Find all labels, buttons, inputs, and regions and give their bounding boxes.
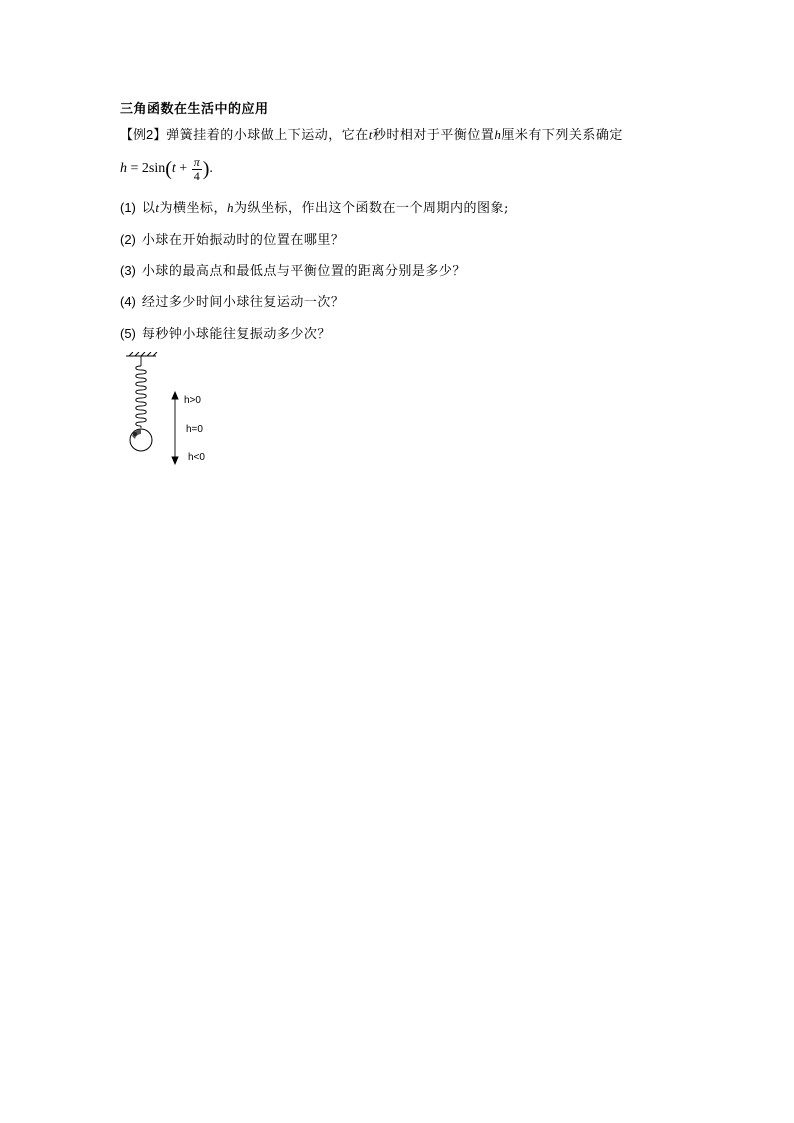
fraction-denominator: 4 bbox=[193, 168, 200, 183]
spring-ball-diagram bbox=[124, 352, 224, 467]
variable-h: h bbox=[494, 127, 502, 142]
question-4 bbox=[120, 291, 344, 310]
question-text-pre: 以 bbox=[141, 201, 156, 216]
question-2 bbox=[120, 229, 344, 248]
formula-period: . bbox=[209, 161, 213, 176]
example-text-part-3: 厘米有下列关系确定 bbox=[501, 128, 623, 143]
variable-t: t bbox=[368, 127, 373, 142]
fraction-numerator: π bbox=[193, 154, 200, 169]
section-heading: 三角函数在生活中的应用 bbox=[120, 102, 269, 117]
example-tag-close: 】 bbox=[153, 128, 167, 143]
spring-ball-figure bbox=[124, 352, 224, 467]
question-1 bbox=[120, 197, 509, 216]
example-statement bbox=[120, 124, 623, 143]
question-number: (2) bbox=[120, 232, 136, 247]
question-number: (3) bbox=[120, 263, 136, 278]
example-tag bbox=[120, 128, 166, 143]
formula-eq: = 2sin bbox=[127, 161, 166, 176]
question-number: (1) bbox=[120, 200, 136, 215]
question-3 bbox=[120, 260, 466, 279]
ball bbox=[130, 429, 152, 451]
question-number: (4) bbox=[120, 294, 136, 309]
formula-close-paren: ) bbox=[202, 158, 210, 180]
example-text-part-1: 弹簧挂着的小球做上下运动，它在 bbox=[166, 128, 369, 143]
ceiling-hatch bbox=[126, 352, 157, 356]
vertical-double-arrow bbox=[172, 392, 178, 464]
formula-lhs: h bbox=[120, 161, 127, 176]
formula-t: t bbox=[171, 161, 176, 176]
label-h-positive: h>0 bbox=[184, 395, 201, 406]
example-tag-open: 【例 bbox=[120, 128, 147, 143]
label-h-zero: h=0 bbox=[186, 424, 203, 435]
question-number: (5) bbox=[120, 326, 136, 341]
formula bbox=[120, 152, 213, 186]
spring-coil bbox=[136, 356, 147, 428]
example-text-part-2: 秒时相对于平衡位置 bbox=[372, 128, 495, 143]
example-tag-number: 2 bbox=[146, 127, 154, 142]
question-text: 小球在开始振动时的位置在哪里？ bbox=[141, 233, 345, 248]
question-text-post: 为纵坐标，作出这个函数在一个周期内的图象; bbox=[234, 201, 509, 216]
question-5 bbox=[120, 323, 331, 342]
label-h-negative: h<0 bbox=[188, 452, 205, 463]
formula-plus: + bbox=[175, 161, 191, 176]
question-text: 小球的最高点和最低点与平衡位置的距离分别是多少？ bbox=[141, 264, 466, 279]
formula-open-paren: ( bbox=[165, 158, 172, 180]
formula-fraction bbox=[192, 156, 202, 183]
question-text: 每秒钟小球能往复振动多少次？ bbox=[141, 327, 331, 342]
variable-h: h bbox=[227, 200, 235, 215]
question-text: 经过多少时间小球往复运动一次？ bbox=[141, 295, 345, 310]
question-text-mid: 为横坐标， bbox=[159, 201, 228, 216]
variable-t: t bbox=[155, 200, 160, 215]
